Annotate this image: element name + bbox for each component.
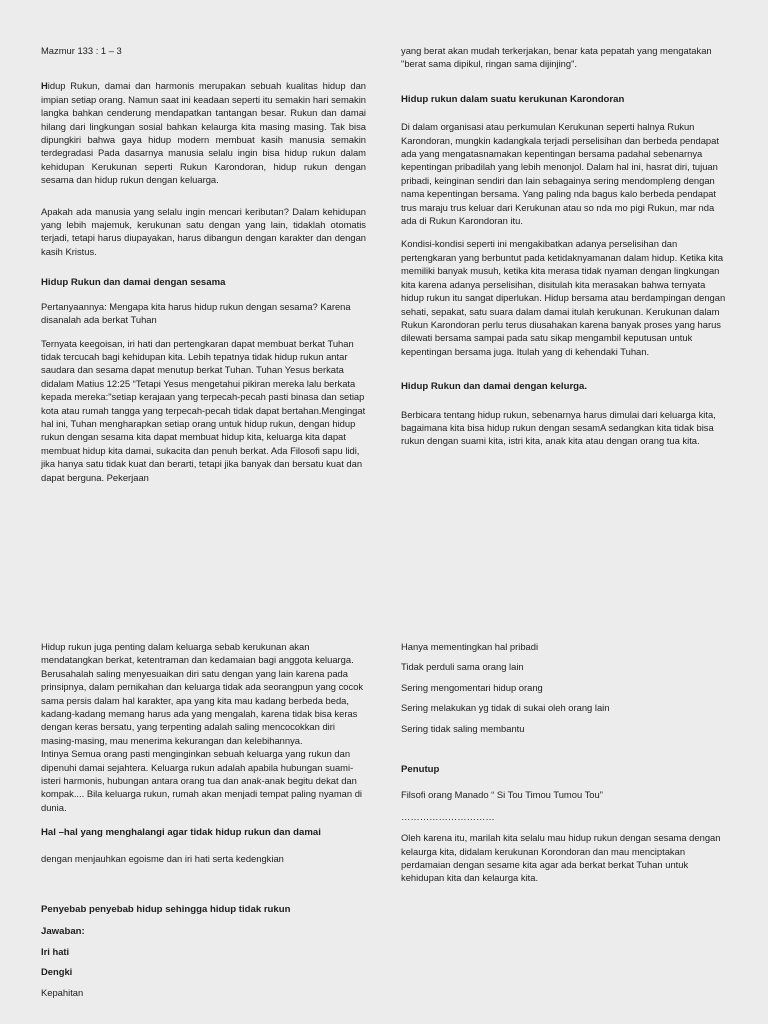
paragraph: Kondisi-kondisi seperti ini mengakibatkan adanya perselisihan dan pertengkaran yang berbuntut pada ketidaknyamanan dalam hidup. Ketika kita memiliki banyak musuh, ketika kita merasa tidak nyaman dengan lingkungan kita karena adanya perselisihan, disitulah kita merasakan bahwa ternyata hidup rukun itu sangat diperlukan. Hidup bersama atau berdampingan dengan sehati, sepakat, satu suara dalam damai itulah kerukunan. Kerukunan dalam Rukun Karondoran perlu terus diusahakan karena banyak proses yang harus dilewati bersama sampai pada satu sikap mengambil keputusan untuk kepentingan bersama juga. Itulah yang di kehendaki Tuhan.	[401, 238, 726, 357]
list-item: Sering tidak saling membantu	[401, 722, 525, 734]
paragraph: yang berat akan mudah terkerjakan, benar kata pepatah yang mengatakan "berat sama dipikul, ringan sama dijinjing".	[401, 45, 712, 70]
section-heading: Hidup Rukun dan damai dengan sesama	[41, 277, 226, 289]
section-heading: Penutup	[401, 764, 440, 776]
paragraph: Berbicara tentang hidup rukun, sebenarnya harus dimulai dari keluarga kita, bagaimana kita bisa hidup rukun dengan sesamA sedangkan kita tidak bisa rukun dengan suami kita, istri kita, anak kita atau dengan orang tua kita.	[401, 408, 716, 447]
intro-drop-cap: H	[41, 80, 48, 92]
list-item: Sering mengomentari hidup orang	[401, 681, 543, 693]
intro-text: idup Rukun, damai dan harmonis merupakan sebuah kualitas hidup dan impian setiap orang. Namun saat ini keadaan seperti itu semakin hari semakin langka bahkan cenderung mendapatkan tantangan besar. Rukun dan damai hilang dari lingkungan sosial bahkan kelaurga kita masing masing. Tak bisa dipungkiri bahwa gaya hidup modern membuat kasih manusia semakin terdegradasi Pada dasarnya manusia selalu ingin bisa hidup rukun dalam kehidupan Kerukunan seperti Rukun Karondoran, hidup rukun dengan sesama dan hidup rukun dengan keluarga.	[41, 80, 366, 186]
paragraph: dengan menjauhkan egoisme dan iri hati serta kedengkian	[41, 852, 284, 864]
list-item: Sering melakukan yg tidak di sukai oleh orang lain	[401, 702, 610, 714]
intro-paragraph	[41, 79, 366, 186]
top-left-column	[41, 44, 366, 494]
dotted-separator: …………………………	[401, 810, 495, 822]
paragraph: Ternyata keegoisan, iri hati dan pertengkaran dapat membuat berkat Tuhan tidak tercucah bagi kehidupan kita. Lebih tepatnya tidak hidup rukun antar saudara dan sesama dapat menutup berkat Tuhan. Tuhan Yesus berkata didalam Matius 12:25 “Tetapi Yesus mengetahui pikiran mereka lalu berkata kepada mereka:"setiap kerajaan yang terpecah-pecah pasti binasa dan setiap kota atau rumah tangga yang terpecah-pecah tidak dapat bertahan.Mengingat hal ini, Tuhan mengharapkan setiap orang untuk hidup rukun, dengan hidup rukun dengan sesama kita dapat membuat hidup kita, keluarga kita dapat membuat hidup kita damai, sukacita dan penuh berkat. Ada Filosofi sapu lidi, jika hanya satu tidak kuat dan berarti, tetapi jika banyak dan bersatu kuat dan dapat berguna. Pekerjaan	[41, 337, 366, 483]
section-heading: Hal –hal yang menghalangi agar tidak hidup rukun dan damai	[41, 827, 321, 839]
section-heading: Penyebab penyebab hidup sehingga hidup tidak rukun	[41, 904, 291, 916]
list-item: Hanya mementingkan hal pribadi	[401, 641, 539, 652]
paragraph: Hidup rukun juga penting dalam keluarga sebab kerukunan akan mendatangkan berkat, ketentraman dan kedamaian bagi anggota keluarga. Berusahalah saling menyesuaikan diri satu dengan yang lain karena pada prinsipnya, dalam pernikahan dan keluarga tidak ada seorangpun yang cocok sama persis dalam hal karakter, apa yang kita mau kadang berbeda beda, kadang-kadang memang harus ada yang mengalah, karena tidak bisa keras dengan keras bersatu, yang terpenting adalah saling mencocokkan diri masing-masing, mau menerima kekurangan dan kelebihannya.	[41, 641, 364, 746]
answer-label: Jawaban:	[41, 925, 85, 937]
section-heading: Hidup Rukun dan damai dengan kelurga.	[401, 381, 588, 393]
scripture-reference: Mazmur 133 : 1 – 3	[41, 45, 122, 56]
bottom-left-column	[41, 640, 366, 1006]
paragraph: Apakah ada manusia yang selalu ingin mencari keributan? Dalam kehidupan yang lebih majemuk, kerukunan satu dengan yang lain, tidaklah otomatis terjadi, tetapi harus diupayakan, harus dibangun dengan karakter dan dengan kasih Kristus.	[41, 205, 366, 257]
list-item: Iri hati	[41, 945, 70, 957]
bottom-right-column	[401, 640, 726, 895]
paragraph: Oleh karena itu, marilah kita selalu mau hidup rukun dengan sesama dengan kelaurga kita, didalam kerukunan Korondoran dan mau menciptakan perdamaian dengan sesame kita agar ada berkat berkat Tuhan untuk kehidupan kita dan kelaurga kita.	[401, 832, 721, 884]
paragraph: Filsofi orang Manado “ Si Tou Timou Tumou Tou”	[401, 789, 603, 801]
section-heading: Hidup rukun dalam suatu kerukunan Karondoran	[401, 93, 625, 105]
paragraph: Pertanyaannya: Mengapa kita harus hidup rukun dengan sesama? Karena disanalah ada berkat Tuhan	[41, 300, 351, 326]
list-item: Tidak perduli sama orang lain	[401, 661, 524, 673]
list-item: Dengki	[41, 966, 73, 978]
list-item: Kepahitan	[41, 986, 84, 998]
paragraph: Intinya Semua orang pasti menginginkan sebuah keluarga yang rukun dan dipenuhi damai sejahtera. Keluarga rukun adalah apabila hubungan suami-isteri harmonis, hubungan antara orang tua dan anak-anak begitu dekat dan kompak.... Bila keluarga rukun, rumah akan menjadi tempat paling nyaman di dunia.	[41, 748, 363, 813]
paragraph: Di dalam organisasi atau perkumulan Kerukunan seperti halnya Rukun Karondoran, mungkin kadangkala terjadi perselisihan dan berbeda pendapat ada yang mengatasnamakan kepentingan bersama padahal sebenarnya kepentingan pribadilah yang lebih menonjol. Dalam hal ini, hasrat diri, tujuan pribadi, keinginan sendiri dan lain sebagainya sering mendompleng dengan nama kepentingan bersama. Yang paling nda bagus kalo berbeda pendapat trus maraju trus keluar dari Kerukunan atau so nda mo pigi Rukun, mar nda ada di Rukun Karondoran itu.	[401, 121, 719, 227]
top-right-column	[401, 44, 726, 458]
